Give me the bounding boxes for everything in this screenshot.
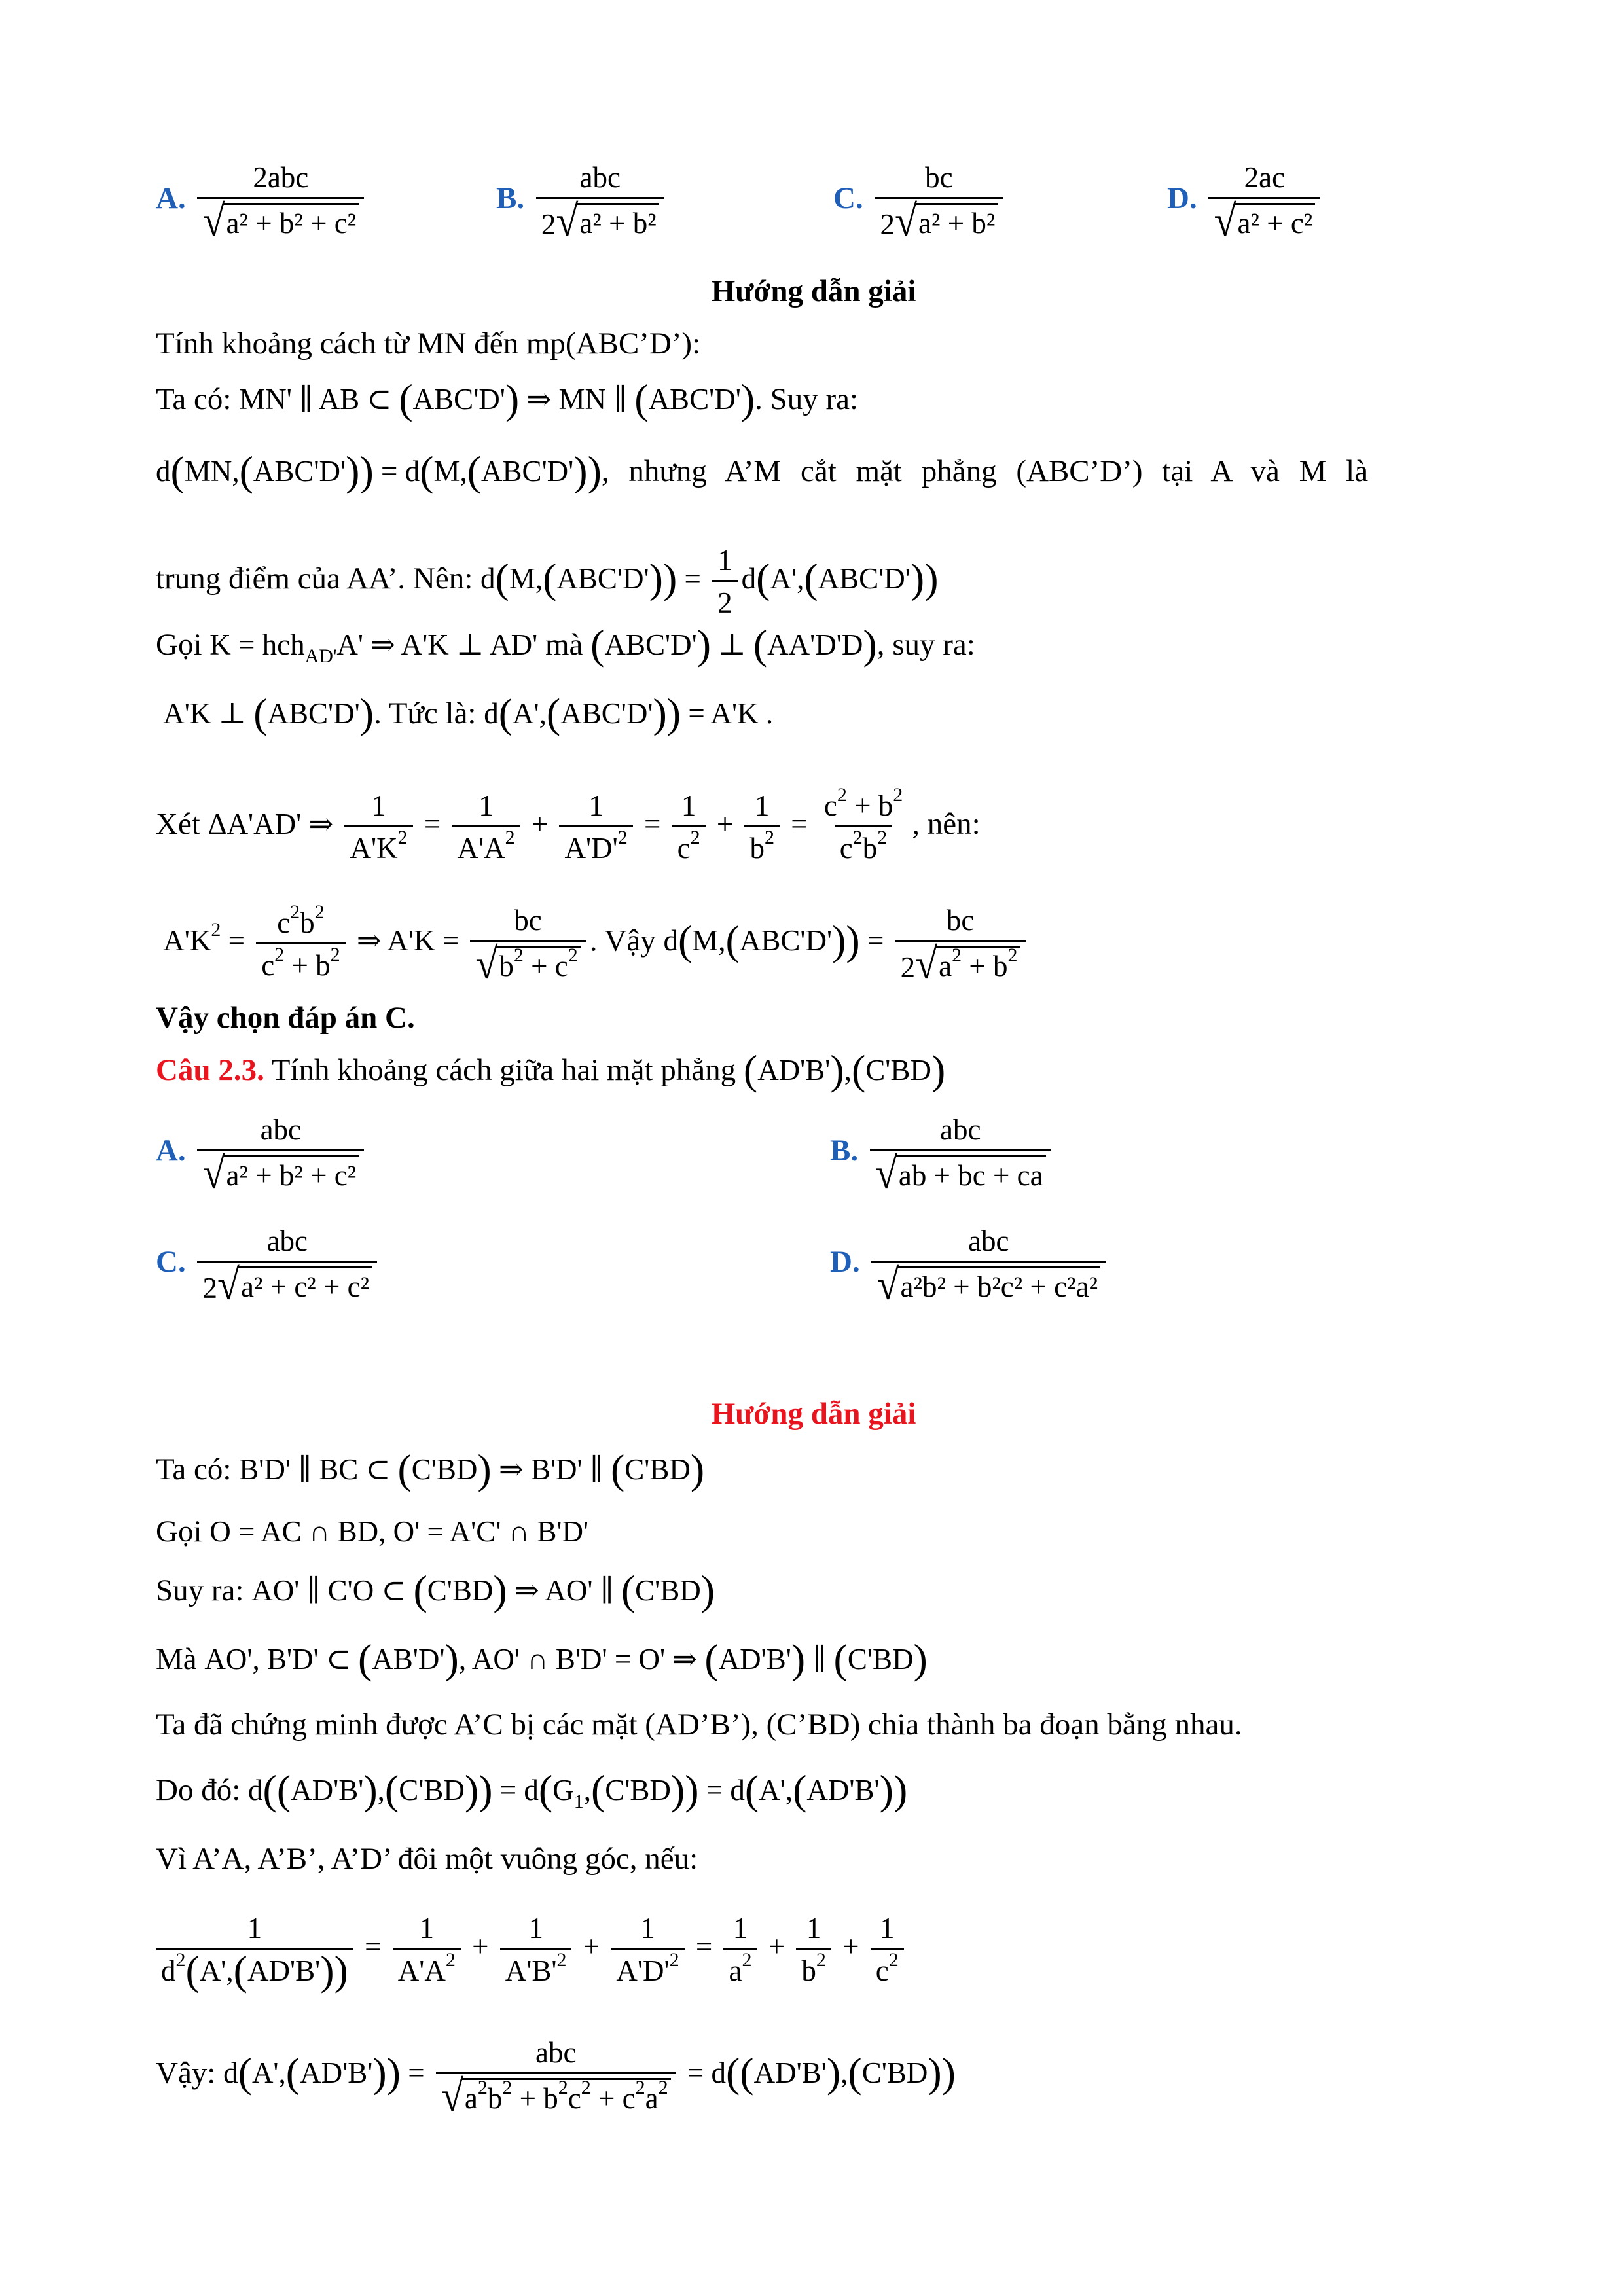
option-numerator: bc (925, 161, 953, 194)
option-label: C. (156, 1244, 186, 1279)
q22-option-a[interactable]: A. 2abc √ a² + b² + c² (156, 160, 368, 242)
option-radicand: a² + c² + c² (238, 1266, 372, 1304)
option-numerator: abc (939, 1113, 981, 1146)
option-radicand: a² + b² (577, 203, 659, 240)
question-2-3: Câu 2.3. Tính khoảng cách giữa hai mặt phẳng (AD'B'),(C'BD) (156, 1047, 946, 1093)
q22-option-c[interactable]: C. bc 2 √ a² + b² (833, 160, 1007, 242)
option-radicand: a² + b² + c² (223, 1155, 359, 1193)
q23-option-a[interactable]: A. abc √ a² + b² + c² (156, 1113, 368, 1194)
q22-option-d[interactable]: D. 2ac √ a² + c² (1167, 160, 1324, 242)
q23-option-b[interactable]: B. abc √ ab + bc + ca (830, 1113, 1055, 1194)
solution-line: Ta có: B'D' ∥ BC ⊂ (C'BD) ⇒ B'D' ∥ (C'BD) (156, 1446, 705, 1492)
option-coefficient: 2 (541, 208, 556, 241)
solution-line: Mà AO', B'D' ⊂ (AB'D'), AO' ∩ B'D' = O' ⇒ (AD'B') ∥ (C'BD) (156, 1636, 928, 1682)
option-label: A. (156, 181, 186, 215)
solution-line: Gọi O = AC ∩ BD, O' = A'C' ∩ B'D' (156, 1515, 589, 1549)
solution-line: Ta đã chứng minh được A’C bị các mặt (AD’B’), (C’BD) chia thành ba đoạn bằng nhau. (156, 1708, 1242, 1742)
solution-line: Do đó: $d((AD'B'),(C'BD)) = d(G_1,(C'BD)) = d(A',(AD'B'))$ (156, 1767, 908, 1813)
option-label: D. (830, 1244, 860, 1279)
solution-line: Xét ΔA'AD' ⇒ $\frac{1}{A'K^2}$ = $\frac{1}{A'A^2}$ + $\frac{1}{A'D'^2}$ = $\frac{1}{c^2}$ + $\frac{1}{b^2}$ = $\frac{c^2 + b^2}{c^2b^2}$ , nên: (156, 784, 981, 865)
solution-line: Suy ra: AO' ∥ C'O ⊂ (C'BD) ⇒ AO' ∥ (C'BD) (156, 1567, 715, 1613)
question-text: Tính khoảng cách giữa hai mặt phẳng (271, 1053, 736, 1087)
option-numerator: abc (266, 1225, 308, 1257)
solution-heading: Hướng dẫn giải (711, 274, 916, 308)
solution-line: Ta có: MN' ∥ AB ⊂ (ABC'D') ⇒ MN ∥ (ABC'D'). Suy ra: (156, 376, 859, 422)
option-numerator: abc (579, 161, 621, 194)
option-radicand: a²b² + b²c² + c²a² (897, 1266, 1100, 1304)
q23-option-d[interactable]: D. abc √ a²b² + b²c² + c²a² (830, 1224, 1110, 1305)
solution-line: Vì A’A, A’B’, A’D’ đôi một vuông góc, nếu: (156, 1842, 698, 1876)
solution-line: $\frac{1}{d^2(A',(AD'B'))}$ = $\frac{1}{A'A^2}$ + $\frac{1}{A'B'^2}$ + $\frac{1}{A'D'^2}$ = $\frac{1}{a^2}$ + $\frac{1}{b^2}$ + $\frac{1}{c^2}$ (156, 1911, 908, 1988)
solution-line: Vậy: d(A',(AD'B')) = abc √ $a^2b^2 + b^2c^2 + c^2a^2$ = d((AD'B'),(C'BD)) (156, 2036, 956, 2121)
option-radicand: a² + b² + c² (223, 203, 359, 240)
option-numerator: 2abc (253, 161, 309, 194)
option-radicand: a² + c² (1235, 203, 1315, 240)
conclusion: Vậy chọn đáp án C. (156, 1001, 415, 1035)
solution-line: trung điểm của AA’. Nên: d(M,(ABC'D')) = $\frac{1}{2}$ d(A',(ABC'D')) (156, 544, 939, 619)
solution-line: A'K ⊥ (ABC'D'). Tức là: d(A',(ABC'D')) = A'K . (156, 690, 774, 736)
option-numerator: abc (260, 1113, 302, 1146)
option-label: A. (156, 1133, 186, 1168)
solution-line: $A'K^2$ = $\frac{c^2b^2}{c^2 + b^2}$ ⇒ A'K = bc √ $b^2 + c^2$ . Vậy d(M,(ABC'D')) = bc 2 √ $a^2 + b^2$ (156, 903, 1030, 984)
document-page (156, 0, 1471, 2296)
option-coefficient: 2 (202, 1272, 217, 1304)
option-numerator: abc (968, 1225, 1009, 1257)
option-radicand: ab + bc + ca (896, 1155, 1046, 1193)
q22-option-b[interactable]: B. abc 2 √ a² + b² (496, 160, 668, 242)
solution-line: Gọi K = hch$_{AD'}$A' ⇒ A'K ⊥ AD' mà (ABC'D') ⊥ (AA'D'D), suy ra: (156, 621, 975, 668)
option-coefficient: 2 (880, 208, 895, 241)
option-label: D. (1167, 181, 1197, 215)
option-label: C. (833, 181, 863, 215)
solution-line: d(MN,(ABC'D')) = d(M,(ABC'D')), nhưng A’M cắt mặt phẳng (ABC’D’) tại A và M là (156, 448, 1369, 494)
q23-option-c[interactable]: C. abc 2 √ a² + c² + c² (156, 1224, 381, 1305)
option-numerator: 2ac (1244, 161, 1286, 194)
question-label: Câu 2.3. (156, 1053, 264, 1087)
option-label: B. (830, 1133, 859, 1168)
option-radicand: a² + b² (916, 203, 998, 240)
option-label: B. (496, 181, 525, 215)
solution-line: Tính khoảng cách từ MN đến mp(ABC’D’): (156, 327, 701, 361)
solution-heading: Hướng dẫn giải (711, 1397, 916, 1431)
